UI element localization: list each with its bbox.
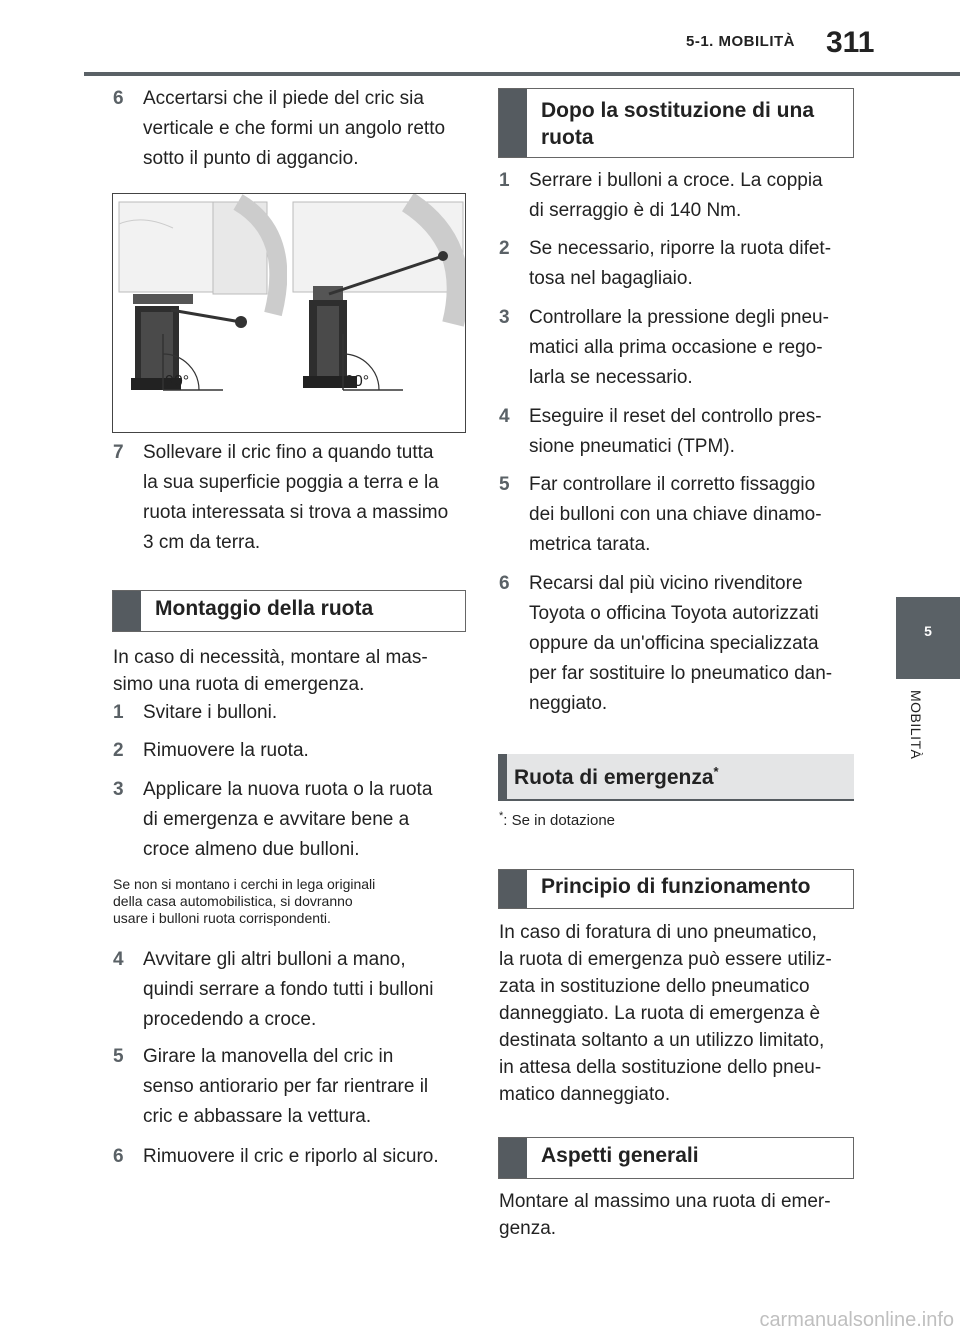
step-line: 3 cm da terra.	[143, 532, 261, 553]
angle-label-right: 90°	[345, 373, 370, 390]
section-heading-principio	[498, 869, 854, 909]
step-line: Se necessario, riporre la ruota difet-	[529, 238, 832, 259]
step-line: Svitare i bulloni.	[143, 702, 278, 723]
step-line: Toyota o officina Toyota autorizzati	[529, 603, 819, 624]
step-line: dei bulloni con una chiave dinamo-	[529, 504, 822, 525]
step-line: Girare la manovella del cric in	[143, 1046, 394, 1067]
step-line: sione pneumatici (TPM).	[529, 436, 735, 457]
chapter-label: MOBILITÀ	[908, 690, 924, 760]
step-number: 1	[499, 170, 510, 191]
para-line: Montare al massimo una ruota di emer-	[499, 1191, 831, 1212]
step-line: verticale e che formi un angolo retto	[143, 118, 446, 139]
step-line: larla se necessario.	[529, 367, 693, 388]
para-line: destinata soltanto a un utilizzo limitato,	[499, 1030, 825, 1051]
step-line: oppure da un'officina specializzata	[529, 633, 819, 654]
note-line: Se non si montano i cerchi in lega originali	[113, 876, 376, 892]
right-panel	[293, 202, 463, 390]
step-number: 2	[113, 740, 124, 761]
section-heading-montaggio	[112, 590, 466, 632]
chapter-tab	[896, 597, 960, 679]
step-7	[113, 438, 473, 560]
footnote	[499, 810, 615, 829]
heading-text	[514, 764, 719, 790]
para-line: simo una ruota di emergenza.	[113, 674, 365, 695]
jack-illustration	[112, 193, 466, 433]
step-line: matici alla prima occasione e rego-	[529, 337, 823, 358]
angle-label-left: 90°	[165, 373, 190, 390]
step-line: croce almeno due bulloni.	[143, 839, 360, 860]
step-line: per far sostituire lo pneumatico dan-	[529, 663, 833, 684]
section-heading-emergenza	[498, 754, 854, 801]
section-title: 5-1. MOBILITÀ	[685, 33, 795, 50]
step-number: 5	[499, 474, 510, 495]
section-heading-aspetti	[498, 1137, 854, 1179]
section-heading-dopo	[498, 88, 854, 158]
chapter-number: 5	[924, 623, 932, 639]
heading-text: Aspetti generali	[541, 1144, 699, 1167]
para-line: danneggiato. La ruota di emergenza è	[499, 1003, 821, 1024]
aspetti-text	[499, 1188, 869, 1242]
step-line: Sollevare il cric fino a quando tutta	[143, 442, 434, 463]
step-number: 3	[499, 307, 510, 328]
para-line: In caso di necessità, montare al mas-	[113, 647, 428, 668]
step-number: 4	[113, 949, 124, 970]
heading-line: Dopo la sostituzione di una	[541, 99, 814, 122]
step-number: 5	[113, 1046, 124, 1067]
step-number: 7	[113, 442, 124, 463]
step-line: neggiato.	[529, 693, 608, 714]
step-line: Rimuovere il cric e riporlo al sicuro.	[143, 1146, 439, 1167]
step-line: tosa nel bagagliaio.	[529, 268, 693, 289]
chapter-label-wrap	[906, 690, 926, 800]
footnote-text: : Se in dotazione	[503, 812, 616, 829]
heading-text: Montaggio della ruota	[155, 597, 374, 620]
watermark: carmanualsonline.info	[759, 1309, 954, 1331]
step-line: cric e abbassare la vettura.	[143, 1106, 372, 1127]
para-line: genza.	[499, 1218, 557, 1239]
step-number: 6	[499, 573, 510, 594]
step-line: di serraggio è di 140 Nm.	[529, 200, 742, 221]
heading-text: Principio di funzionamento	[541, 875, 811, 898]
step-line: ruota interessata si trova a massimo	[143, 502, 449, 523]
step-number: 1	[113, 702, 124, 723]
step-number: 2	[499, 238, 510, 259]
step-line: metrica tarata.	[529, 534, 651, 555]
step-number: 3	[113, 779, 124, 800]
para-line: in attesa della sostituzione dello pneu-	[499, 1057, 822, 1078]
heading-text	[541, 97, 814, 151]
heading-line: ruota	[541, 126, 594, 149]
step-line: la sua superficie poggia a terra e la	[143, 472, 439, 493]
page-number: 311	[826, 26, 875, 59]
step-line: Applicare la nuova ruota o la ruota	[143, 779, 433, 800]
step-line: Far controllare il corretto fissaggio	[529, 474, 816, 495]
jack-drawing	[113, 194, 465, 432]
step-line: Rimuovere la ruota.	[143, 740, 309, 761]
footnote-mark: *	[499, 810, 504, 822]
step-line: Avvitare gli altri bulloni a mano,	[143, 949, 406, 970]
para-line: zata in sostituzione dello pneumatico	[499, 976, 810, 997]
step-line: Serrare i bulloni a croce. La coppia	[529, 170, 823, 191]
step-number: 6	[113, 88, 124, 109]
heading-label: Ruota di emergenza	[514, 766, 714, 789]
para-line: la ruota di emergenza può essere utiliz-	[499, 949, 832, 970]
para-line: matico danneggiato.	[499, 1084, 671, 1105]
step-line: procedendo a croce.	[143, 1009, 317, 1030]
step-line: Eseguire il reset del controllo pres-	[529, 406, 822, 427]
header-rule	[84, 72, 960, 76]
step-line: sotto il punto di aggancio.	[143, 148, 359, 169]
step-6-top	[113, 84, 473, 176]
note-line: usare i bulloni ruota corrispondenti.	[113, 910, 331, 926]
step-number: 4	[499, 406, 510, 427]
step-line: quindi serrare a fondo tutti i bulloni	[143, 979, 434, 1000]
alloy-note	[113, 876, 473, 927]
step-line: di emergenza e avvitare bene a	[143, 809, 410, 830]
note-line: della casa automobilistica, si dovranno	[113, 893, 353, 909]
montaggio-intro	[113, 644, 473, 698]
step-line: Recarsi dal più vicino rivenditore	[529, 573, 803, 594]
para-line: In caso di foratura di uno pneumatico,	[499, 922, 817, 943]
footnote-asterisk: *	[713, 764, 719, 779]
step-line: senso antiorario per far rientrare il	[143, 1076, 429, 1097]
left-panel	[119, 202, 278, 390]
step-number: 6	[113, 1146, 124, 1167]
step-line: Controllare la pressione degli pneu-	[529, 307, 829, 328]
principio-text	[499, 919, 869, 1108]
step-line: Accertarsi che il piede del cric sia	[143, 88, 424, 109]
